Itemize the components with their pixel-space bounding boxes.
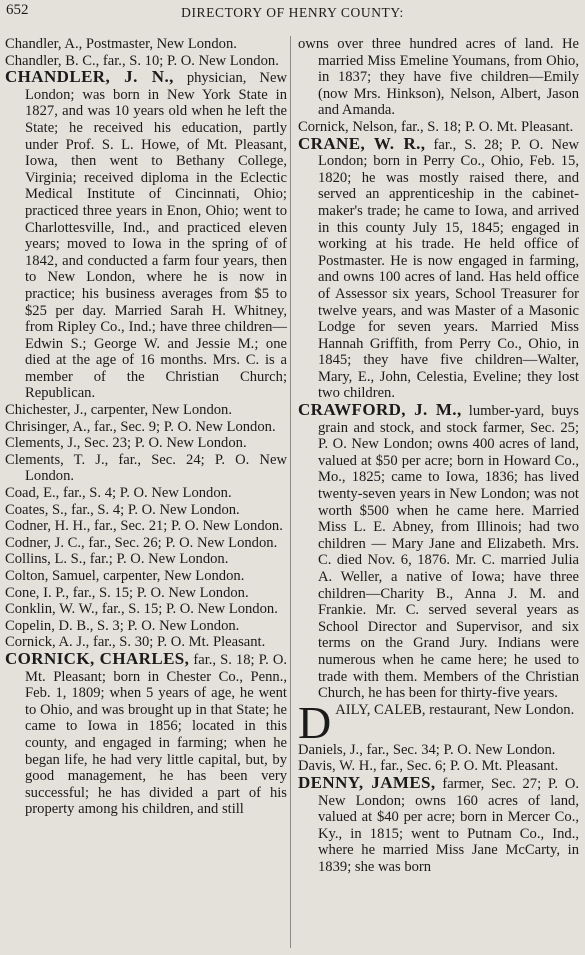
directory-entry: Chrisinger, A., far., Sec. 9; P. O. New London.: [5, 418, 276, 435]
directory-entry: Cornick, Nelson, far., S. 18; P. O. Mt. Pleasant.: [298, 118, 574, 135]
directory-entry: Chandler, B. C., far., S. 10; P. O. New London.: [5, 52, 279, 69]
running-title: DIRECTORY OF HENRY COUNTY:: [181, 5, 404, 20]
biography-entry: [298, 133, 579, 403]
left-column: [5, 36, 287, 818]
entry-name: CHANDLER, J. N.,: [5, 67, 174, 87]
biography-entry: [298, 772, 580, 876]
directory-entry: Cone, I. P., far., S. 15; P. O. New London.: [5, 584, 249, 601]
biography-entry: [5, 648, 288, 818]
column-divider: [290, 36, 291, 948]
entry-name: CRANE, W. R.,: [298, 133, 426, 153]
right-column: [298, 36, 579, 876]
directory-entry: Coates, S., far., S. 4; P. O. New London.: [5, 501, 240, 518]
entry-text: far., S. 28; P. O. New London; born in Perry Co., Ohio, Feb. 15, 1820; he was mostly raised there, and served an apprenticeship in the cabinet-maker's trade; he came to Iowa, and arrived in this county July 15, 1845; engaged in working at his trade. He held office of Postmaster. He is now engaged in farming, and owns 100 acres of land. Has held office of Assessor six years, School Treasurer for twelve years, and was Master of a Masonic Lodge for seven years. Married Miss Hannah Griffith, from Perry Co., Ohio, in 1845; they have five children—Walter, Mary, E., John, Celestia, Eveline; they lost two children.: [318, 136, 579, 402]
directory-entry: Chandler, A., Postmaster, New London.: [5, 36, 237, 52]
section-d-start: [298, 696, 579, 748]
page-header: [0, 0, 585, 30]
entry-name: DENNY, JAMES,: [298, 772, 436, 792]
directory-entry: Copelin, D. B., S. 3; P. O. New London.: [5, 617, 240, 634]
directory-entry: Conklin, W. W., far., S. 15; P. O. New London.: [5, 601, 278, 618]
directory-entry: Codner, J. C., far., Sec. 26; P. O. New London.: [5, 534, 278, 551]
drop-cap: D: [298, 696, 332, 748]
page-number: 652: [6, 2, 29, 18]
directory-entry: Daniels, J., far., Sec. 34; P. O. New London.: [298, 741, 556, 758]
entry-name: CORNICK, CHARLES,: [5, 648, 190, 668]
directory-entry: Clements, J., Sec. 23; P. O. New London.: [5, 435, 247, 452]
directory-entry: Davis, W. H., far., Sec. 6; P. O. Mt. Pleasant.: [298, 758, 559, 775]
entry-text: physician, New London; was born in New York State in 1827, and was 10 years old when he left the State; he received his education, partly under Prof. S. L. Howe, of Mt. Pleasant, Iowa, then went to Bethany College, Virginia; received diploma in the Eclectic Medical Institute of Cincinnati, Ohio; practiced three years in Enon, Ohio; went to Charlottesville, Ind., and practiced eleven years; moved to Iowa in the spring of of 1842, and conducted a farm four years, then to New London, where he is now in practice; his business averages from $5 to $25 per day. Married Sarah H. Whitney, from Ripley Co., Ind.; have three children—Edwin S.; George W. and Jessie M.; one died at the age of 16 months. Mrs. C. is a member of the Christian Church; Republican.: [25, 70, 287, 402]
entry-text: lumber-yard, buys grain and stock, and stock farmer, Sec. 25; P. O. New London; owns 400 acres of land, valued at $50 per acre; born in Howard Co., Mo., 1825; came to Iowa, 1836; has lived twenty-seven years in New London; was not worth $500 when he came here. Married Miss L. E. Abney, from Illinois; had two children — Mary Jane and Elizabeth. Mrs. C. died Nov. 6, 1876. Mr. C. married Julia A. Weller, a native of Iowa; have three children—Charity B., Anna J. M. and Frankie. Mr. C. served several years as School Director and Supervisor, and six terms on the Grand Jury. Indians were numerous when he came here; he used to trade with them. Members of the Christian Church, he has been for thirty-five years.: [318, 403, 579, 702]
entry-text: farmer, Sec. 27; P. O. New London; owns 160 acres of land, valued at $40 per acre; born in Mercer Co., Ky., in 1815; went to Putnam Co., Ind., where he married Miss Jane McCarty, in 1839; she was born: [318, 775, 580, 875]
directory-entry: Clements, T. J., far., Sec. 24; P. O. New London.: [5, 451, 287, 485]
entry-text: AILY, CALEB, restaurant, New London.: [335, 701, 575, 718]
biography-entry: [5, 69, 287, 402]
directory-entry: Collins, L. S., far.; P. O. New London.: [5, 551, 229, 568]
entry-continuation: owns over three hundred acres of land. He married Miss Emeline Youmans, from Ohio, in 1837; they have five children—Emily (now Mrs. Hinkson), Nelson, Albert, Jason and Amanda.: [298, 36, 579, 119]
entry-name: CRAWFORD, J. M.,: [298, 400, 462, 420]
biography-entry: [298, 402, 579, 702]
directory-entry: Coad, E., far., S. 4; P. O. New London.: [5, 485, 232, 502]
directory-entry: Colton, Samuel, carpenter, New London.: [5, 568, 245, 584]
directory-entry: Codner, H. H., far., Sec. 21; P. O. New London.: [5, 518, 283, 535]
entry-text: far., S. 18; P. O. Mt. Pleasant; born in Chester Co., Penn., Feb. 1, 1809; when 5 years of age, he went to Ohio, and was brought up in that State; he came to Iowa in 1856; located in this county, and engaged in farming; when he began life, he had very little capital, but, by good management, he has been very successful; he has divided a part of his property among his children, and still: [25, 651, 288, 818]
directory-entry: Chichester, J., carpenter, New London.: [5, 402, 232, 419]
directory-entry: Cornick, A. J., far., S. 30; P. O. Mt. Pleasant.: [5, 634, 266, 651]
